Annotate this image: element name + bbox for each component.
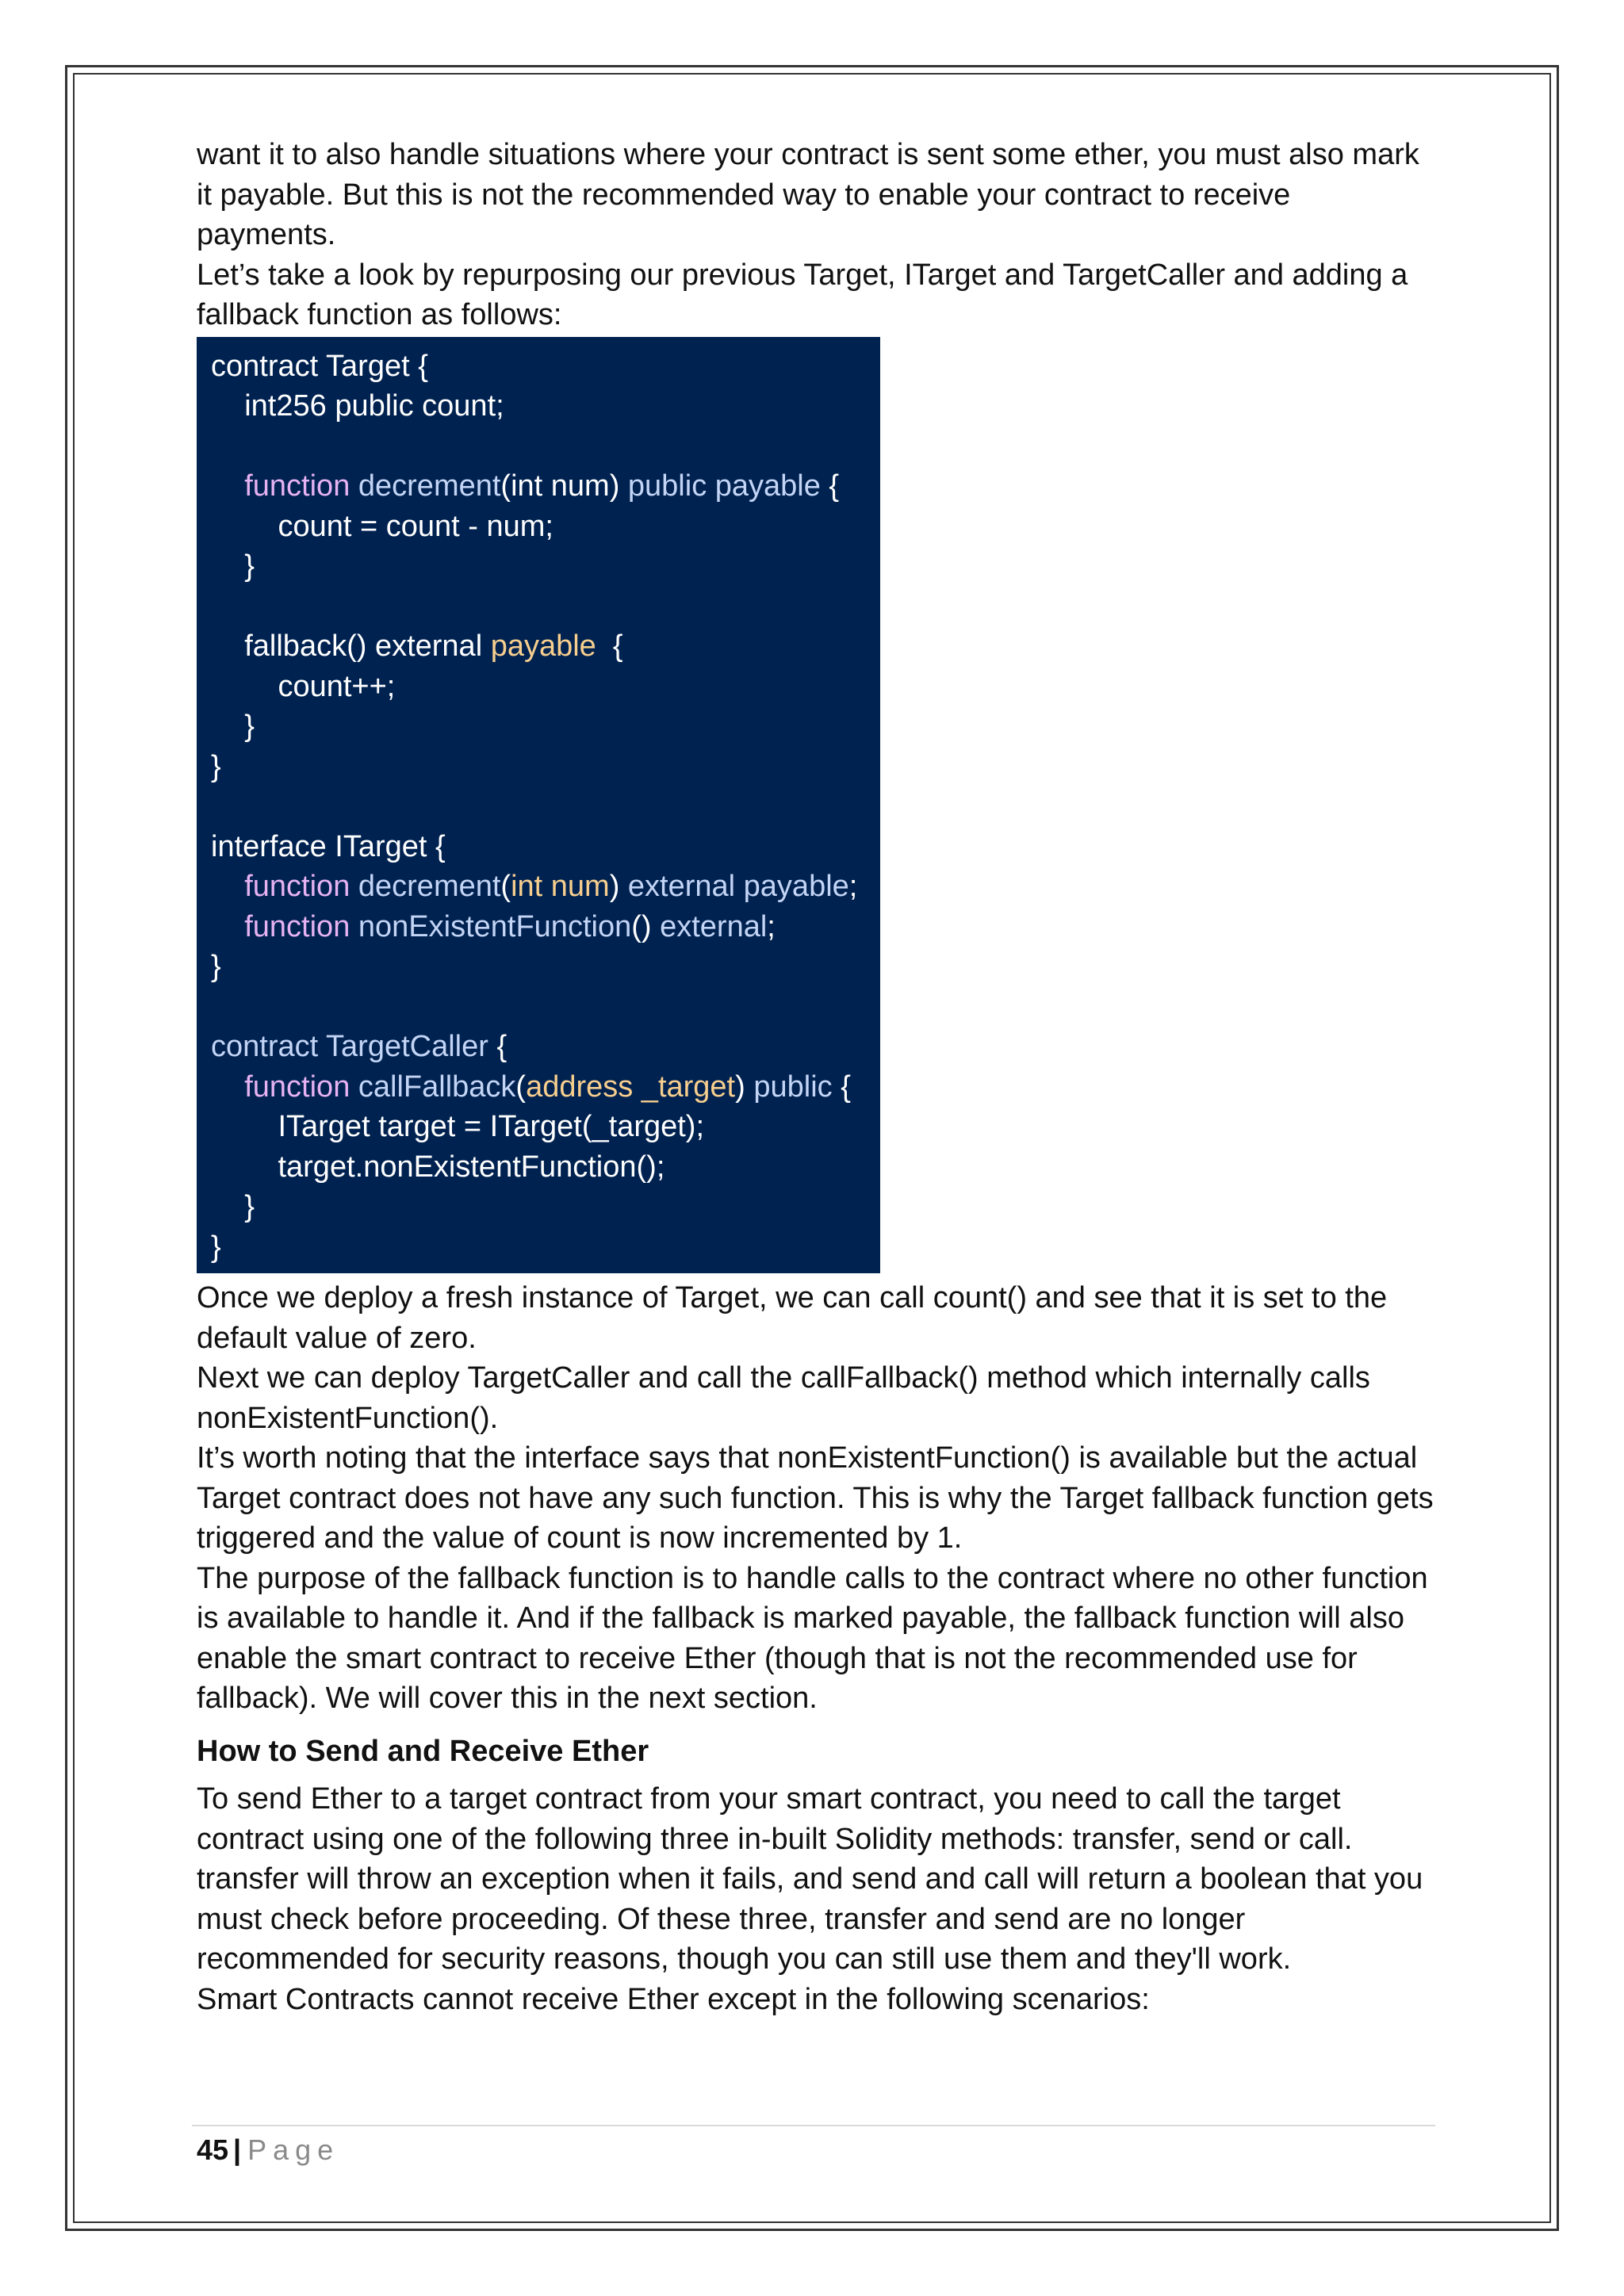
section-heading: How to Send and Receive Ether [197,1734,649,1768]
code-line: } [211,1230,221,1264]
code-line [211,1067,880,1108]
code-punct: ; [848,870,858,903]
code-function-name: callFallback [350,1070,516,1104]
code-function-name: decrement [350,870,501,903]
code-keyword: contract [211,1030,319,1063]
code-line: count++; [211,669,396,703]
code-line: } [211,1190,255,1223]
code-punct: ( [515,1070,527,1104]
code-param: int num [511,870,610,903]
page-content [197,135,1434,2019]
code-punct: { [820,469,840,503]
paragraph: Smart Contracts cannot receive Ether except in the following scenarios: [197,1982,1150,2016]
code-line: target.nonExistentFunction(); [211,1150,665,1184]
code-keyword: function [244,870,350,903]
code-punct: { [488,1030,508,1063]
code-punct: { [832,1070,851,1104]
code-contract-name: TargetCaller [318,1030,488,1063]
code-keyword: function [244,469,350,503]
paragraph: The purpose of the fallback function is to handle calls to the contract where no other function is available to handle it. And if the fallback is marked payable, the fallback function will also enable the smart contract to receive Ether (though that is not the recommended use for fallback). We will cover this in the next section. [197,1561,1428,1715]
code-param: address _target [526,1070,736,1104]
page-number: 45 [197,2133,229,2166]
code-line-blank [211,587,880,627]
footer-separator: | [233,2133,242,2166]
code-modifier: external [660,909,768,943]
paragraph: want it to also handle situations where your contract is sent some ether, you must also mark it payable. But this is not the recommended way to enable your contract to receive payments. [197,138,1419,251]
code-line-blank [211,987,880,1027]
code-line: interface ITarget { [211,829,446,863]
code-block [197,337,880,1274]
code-line [211,907,880,947]
code-function-name: nonExistentFunction [350,909,632,943]
code-modifier: external payable [627,870,849,903]
code-function-name: decrement [350,469,501,503]
code-modifier: public [753,1070,833,1104]
code-line: count = count - num; [211,509,553,543]
code-line [211,867,880,907]
code-punct: ; [767,909,776,943]
code-text: fallback() external [211,629,491,663]
paragraph: Let’s take a look by repurposing our previous Target, ITarget and TargetCaller and adding a fallback function as follows: [197,258,1408,331]
code-line [211,1027,880,1067]
code-punct: ) [609,870,628,903]
code-line [211,626,880,667]
code-line: } [211,950,221,983]
code-modifier: payable [490,629,596,663]
code-line-blank [211,786,880,827]
code-line: ITarget target = ITarget(_target); [211,1110,705,1143]
paragraph: Next we can deploy TargetCaller and call the callFallback() method which internally calls nonExistentFunction(). [197,1361,1370,1435]
code-keyword: function [244,1070,350,1104]
code-punct: ( [500,870,511,903]
code-punct: ) [735,1070,754,1104]
code-punct: { [596,629,623,663]
code-modifier: public payable [627,469,821,503]
code-args: (int num) [500,469,628,503]
paragraph: Once we deploy a fresh instance of Target, we can call count() and see that it is set to the default value of zero. [197,1281,1388,1355]
page-label: Page [247,2133,340,2166]
code-line: contract Target { [211,349,428,383]
code-line-blank [211,427,880,467]
code-keyword: function [244,909,350,943]
code-line: } [211,710,255,743]
code-line: } [211,549,255,583]
paragraph: To send Ether to a target contract from your smart contract, you need to call the target contract using one of the following three in-built Solidity methods: transfer, send or call. transfer will throw an exception when it fails, and send and call will return a boolean that you must check before proceeding. Of these three, transfer and send are no longer recommended for security reasons, though you can still use them and they'll work. [197,1782,1423,1976]
footer-divider [192,2125,1435,2126]
code-line [211,466,880,507]
paragraph: It’s worth noting that the interface says that nonExistentFunction() is available but the actual Target contract does not have any such function. This is why the Target fallback function gets triggered and the value of count is now incremented by 1. [197,1441,1434,1555]
code-line: } [211,749,221,783]
code-line: int256 public count; [211,389,504,423]
page-footer [197,2131,339,2169]
code-punct: () [631,909,661,943]
